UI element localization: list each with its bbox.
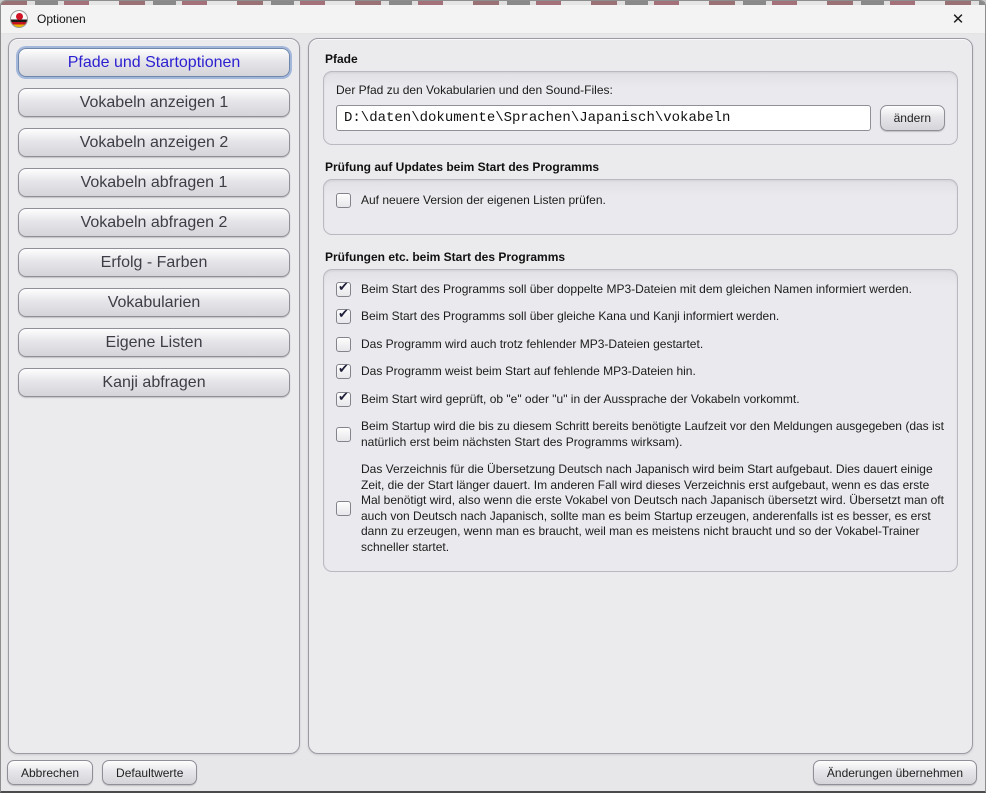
sidebar-item-vokabeln-anzeigen-1[interactable]: Vokabeln anzeigen 1 xyxy=(18,88,290,117)
checkbox-laufzeit-ausgeben[interactable] xyxy=(336,427,351,442)
section-title-startup-checks: Prüfungen etc. beim Start des Programms xyxy=(325,249,566,264)
checkbox-label[interactable]: Beim Startup wird die bis zu diesem Schritt bereits benötigte Laufzeit vor den Meldungen ausgegeben (das ist natürlich erst beim nächsten Start des Programms wirksam). xyxy=(361,419,944,449)
pfade-group xyxy=(323,71,958,145)
sidebar-item-vokabeln-anzeigen-2[interactable]: Vokabeln anzeigen 2 xyxy=(18,128,290,157)
dialog-content xyxy=(1,34,985,758)
sidebar-item-eigene-listen[interactable]: Eigene Listen xyxy=(18,328,290,357)
checkbox-label[interactable]: Das Verzeichnis für die Übersetzung Deutsch nach Japanisch wird beim Start aufgebaut. Dies dauert einige Zeit, die der Start länger dauert. Im anderen Fall wird dieses Verzeichnis erst aufgebaut, wenn es das erste Mal benötigt wird, also wenn die erste Vokabel von Deutsch nach Japanisch übersetzt wird. Übersetzt man oft auch von Deutsch nach Japanisch, sollte man es beim Startup erzeugen, anderenfalls ist es besser, es erst dann zu erzeugen, wenn man es braucht, weil man es meistens nicht braucht und so der Vokabel-Trainer schneller startet. xyxy=(361,462,944,554)
defaults-button[interactable]: Defaultwerte xyxy=(102,760,197,785)
apply-changes-button[interactable]: Änderungen übernehmen xyxy=(813,760,977,785)
settings-pane xyxy=(308,38,973,754)
checkbox-label[interactable]: Das Programm weist beim Start auf fehlende MP3-Dateien hin. xyxy=(361,364,696,378)
checkbox-hinweis-fehlende-mp3[interactable] xyxy=(336,364,351,379)
section-title-updates: Prüfung auf Updates beim Start des Programms xyxy=(325,160,600,174)
check-row xyxy=(336,419,945,450)
check-row xyxy=(336,364,945,380)
checkbox-label[interactable]: Auf neuere Version der eigenen Listen prüfen. xyxy=(361,193,606,207)
checkbox-start-trotz-fehlender-mp3[interactable] xyxy=(336,337,351,352)
check-row xyxy=(336,337,945,353)
sidebar-item-vokabeln-abfragen-1[interactable]: Vokabeln abfragen 1 xyxy=(18,168,290,197)
background-window-fringe xyxy=(1,1,985,5)
footer-bar xyxy=(1,758,985,791)
close-icon[interactable]: ✕ xyxy=(951,11,965,28)
checkbox-update-eigene-listen[interactable] xyxy=(336,193,351,208)
app-icon xyxy=(10,10,28,28)
section-title-pfade: Pfade xyxy=(325,52,358,66)
checkbox-doppelte-mp3[interactable] xyxy=(336,282,351,297)
cancel-button[interactable]: Abbrechen xyxy=(7,760,93,785)
check-row xyxy=(336,193,945,209)
sidebar-item-vokabularien[interactable]: Vokabularien xyxy=(18,288,290,317)
check-row xyxy=(336,309,945,325)
checkbox-label[interactable]: Das Programm wird auch trotz fehlender MP3-Dateien gestartet. xyxy=(361,336,704,351)
check-row xyxy=(336,462,945,555)
check-row xyxy=(336,392,945,408)
path-label: Der Pfad zu den Vokabularien und den Sound-Files: xyxy=(336,83,613,97)
check-row xyxy=(336,282,945,298)
path-input[interactable] xyxy=(336,105,871,131)
path-row xyxy=(336,105,945,131)
updates-group xyxy=(323,179,958,235)
checkbox-aussprache-e-u[interactable] xyxy=(336,392,351,407)
checkbox-verzeichnis-uebersetzung[interactable] xyxy=(336,501,351,516)
sidebar xyxy=(8,38,300,754)
window-title: Optionen xyxy=(37,12,86,26)
checkbox-label[interactable]: Beim Start des Programms soll über doppelte MP3-Dateien mit dem gleichen Namen informiert werden. xyxy=(361,281,912,296)
sidebar-item-pfade-startoptionen[interactable]: Pfade und Startoptionen xyxy=(18,48,290,77)
sidebar-item-erfolg-farben[interactable]: Erfolg - Farben xyxy=(18,248,290,277)
startup-checks-group xyxy=(323,269,958,573)
titlebar xyxy=(1,5,985,34)
sidebar-item-vokabeln-abfragen-2[interactable]: Vokabeln abfragen 2 xyxy=(18,208,290,237)
sidebar-item-kanji-abfragen[interactable]: Kanji abfragen xyxy=(18,368,290,397)
checkbox-gleiche-kana-kanji[interactable] xyxy=(336,309,351,324)
checkbox-label[interactable]: Beim Start wird geprüft, ob "e" oder "u" in der Aussprache der Vokabeln vorkommt. xyxy=(361,391,800,406)
checkbox-label[interactable]: Beim Start des Programms soll über gleiche Kana und Kanji informiert werden. xyxy=(361,309,780,323)
change-path-button[interactable]: ändern xyxy=(880,105,945,131)
